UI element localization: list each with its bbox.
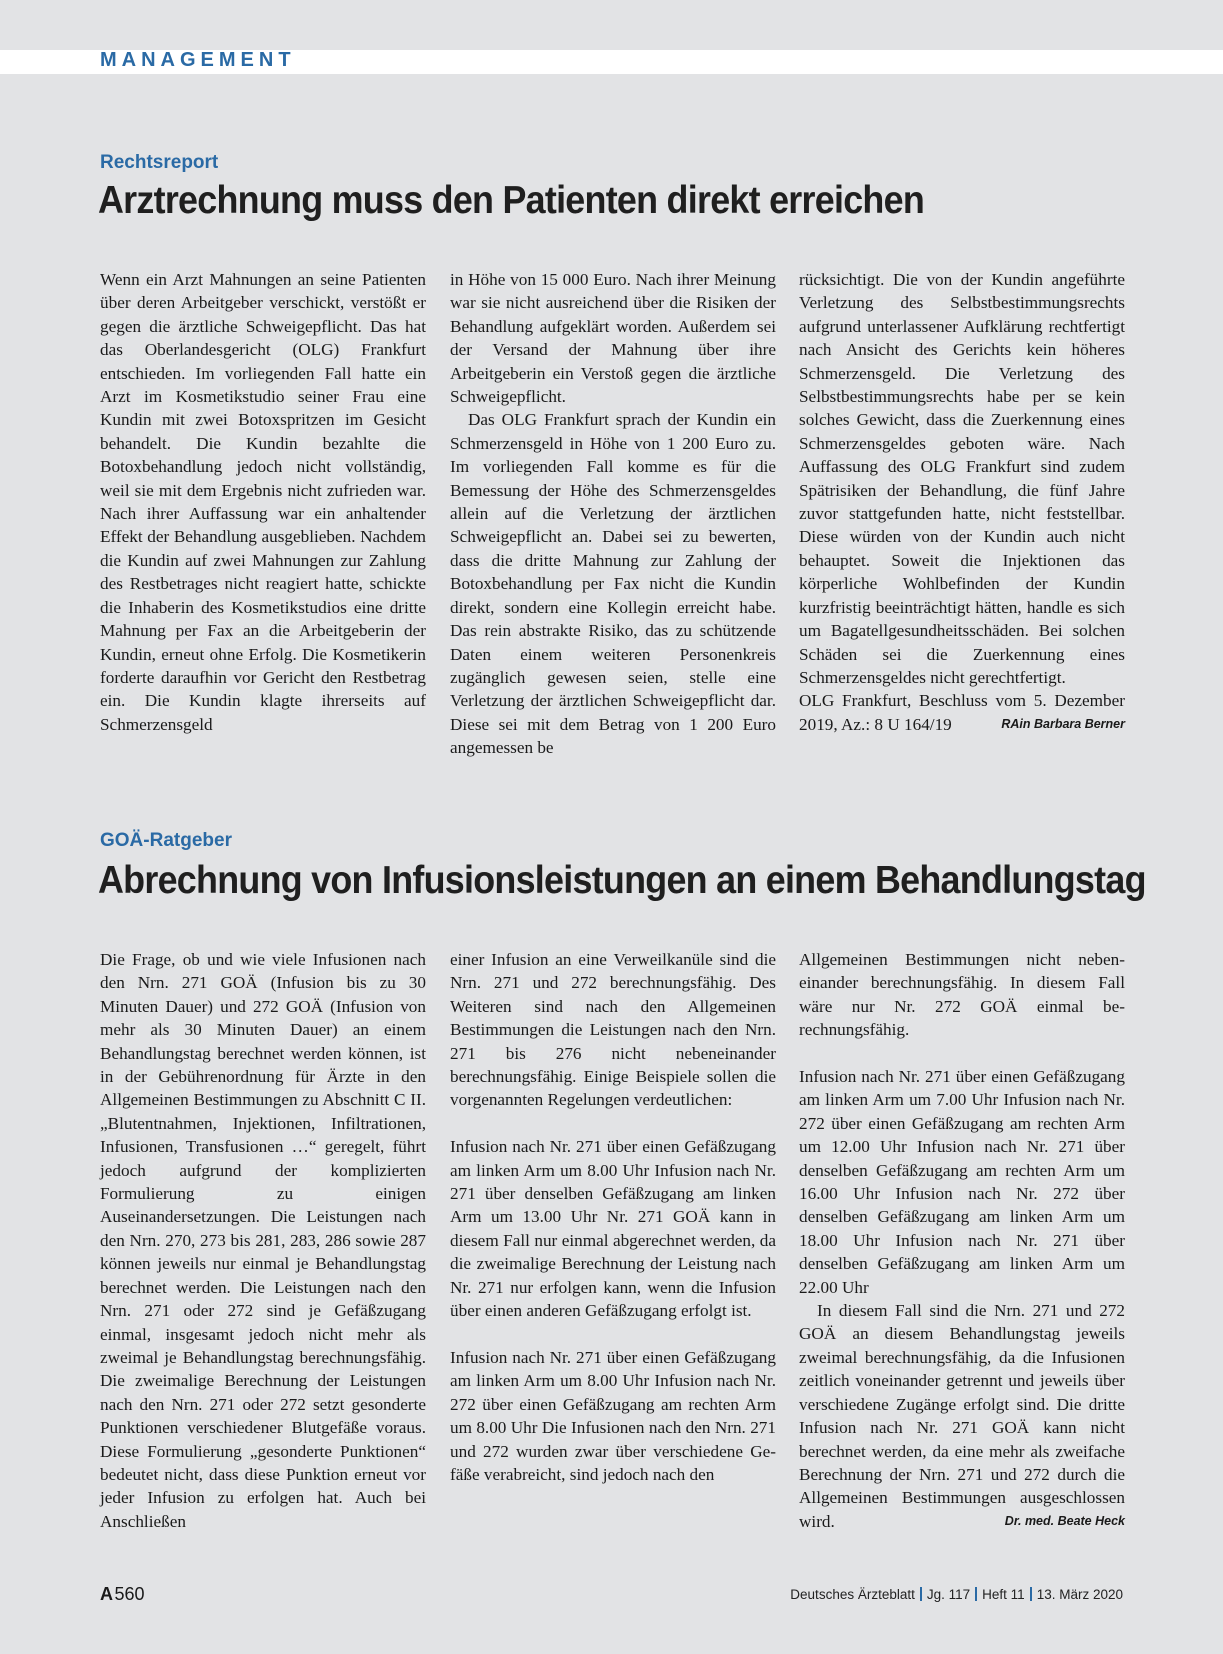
journal-info: [790, 1587, 1123, 1602]
section-label: MANAGEMENT: [100, 49, 296, 71]
page-prefix: A: [100, 1584, 113, 1604]
journal-issue: Heft 11: [982, 1587, 1025, 1602]
article2-conclusion-text: In diesem Fall sind die Nrn. 271 und 272 GOÄ an diesem Behandlungstag jeweils zweimal berechnungsfähig, da die Infusionen zeitlich voneinander getrennt und jeweils über verschiedene Zugänge erfolgt sind. Die dritte Infusion nach Nr. 271 GOÄ kann nicht berechnet werden, da eine mehr als zweifache Berechnung der Nrn. 271 und 272 durch die Allgemeinen Bestimmungen ausgeschlossen wird.: [799, 1301, 1125, 1531]
top-margin: [0, 0, 1223, 50]
article1-column-3: [799, 268, 1125, 736]
article2-author: Dr. med. Beate Heck: [1004, 1513, 1125, 1528]
article1-author: RAin Barbara Berner: [1001, 716, 1125, 731]
article1-column-2: [450, 268, 776, 760]
article1-column-1: [100, 268, 426, 736]
article2-column-3: [799, 948, 1125, 1533]
article2-title: Abrechnung von Infusionsleistungen an einem Behandlungstag: [98, 859, 1146, 902]
article1-col3-para1: rücksichtigt. Die von der Kundin angeführte Verletzung des Selbstbestimmungsrechts aufgrund unterlassener Aufklärung rechtfertigt nach Ansicht des Gerichts kein höheres Schmerzensgeld. Die Verletzung des Selbstbestimmungsrechts habe per se kein solches Gewicht, dass die Zuerkennung eines Schmerzensgeldes geboten wäre. Nach Auffassung des OLG Frankfurt sind zudem Spätrisiken der Behandlung, die fünf Jahre zuvor stattgefunden hatte, nicht feststellbar. Diese würden von der Kundin auch nicht behauptet. Soweit die Injektionen das körperliche Wohlbefinden der Kundin kurzfristig beeinträchtigt hätten, handle es sich um Bagatellgesundheitsschäden. Bei solchen Schäden sei die Zuerkennung eines Schmerzensgeldes nicht gerechtfertigt.: [799, 270, 1125, 687]
journal-volume: Jg. 117: [926, 1587, 971, 1602]
article2-col3-conclusion: [799, 1299, 1125, 1533]
article2-col2-example2: Infusion nach Nr. 271 über einen Gefäßzugang am linken Arm um 8.00 Uhr Infusion nach Nr. 272 über einen Gefäßzugang am rechten Arm um 8.00 Uhr Die Infusionen nach den Nrn. 271 und 272 wurden zwar über verschiedene Gefäße verabreicht, sind jedoch nach den: [450, 1347, 776, 1484]
article1-col1-text: Wenn ein Arzt Mahnungen an seine Patienten über deren Arbeitgeber verschickt, verstößt er gegen die ärztliche Schweigepflicht. Das hat das Oberlandesgericht (OLG) Frankfurt entschieden. Im vorliegenden Fall hatte ein Arzt im Kosmetikstudio seiner Frau eine Kundin mit zwei Botoxspritzen im Gesicht behandelt. Die Kundin bezahlte die Botoxbehandlung jedoch nicht vollständig, weil sie mit dem Ergebnis nicht zufrieden war. Nach ihrer Auffassung war ein anhaltender Effekt der Behandlung ausgeblieben. Nachdem die Kundin auf zwei Mahnungen zur Zahlung des Restbetrages nicht reagiert hatte, schickte die Inhaberin des Kosmetikstudios eine dritte Mahnung per Fax an die Arbeitgeberin der Kundin, erneut ohne Erfolg. Die Kosmetikerin forderte daraufhin vor Gericht den Restbetrag ein. Die Kundin klagte ihrerseits auf Schmerzensgeld: [100, 270, 426, 734]
article2-column-1: [100, 948, 426, 1533]
article2-column-2: [450, 948, 776, 1486]
article1-col2-para1: in Höhe von 15 000 Euro. Nach ihrer Meinung war sie nicht ausreichend über die Risiken der Behandlung aufgeklärt worden. Außerdem sei der Versand der Mahnung über ihre Arbeitgeberin ein Verstoß gegen die ärztliche Schweigepflicht.: [450, 270, 776, 407]
separator: [1030, 1587, 1032, 1601]
journal-date: 13. März 2020: [1036, 1587, 1123, 1602]
article1-col3-citation: [799, 689, 1125, 736]
article1-citation: OLG Frankfurt, Beschluss vom 5. Dezember 2019, Az.: 8 U 164/19: [799, 691, 1125, 734]
article2-col3-example3: Infusion nach Nr. 271 über einen Gefäßzugang am linken Arm um 7.00 Uhr Infusion nach Nr. 272 über einen Gefäßzugang am rechten Arm um 12.00 Uhr Infusion nach Nr. 271 über denselben Gefäßzugang am rechten Arm um 16.00 Uhr Infusion nach Nr. 272 über denselben Gefäßzugang am linken Arm um 18.00 Uhr Infusion nach Nr. 271 über denselben Gefäßzugang am linken Arm um 22.00 Uhr: [799, 1067, 1125, 1297]
article2-col1-text: Die Frage, ob und wie viele Infusionen nach den Nrn. 271 GOÄ (Infusion bis zu 30 Minuten Dauer) und 272 GOÄ (Infusion von mehr als 30 Minuten Dauer) an einem Behandlungstag berechnet werden können, ist in der Gebührenordnung für Ärzte in den Allgemeinen Bestimmungen zu Abschnitt C II. „Blutentnahmen, Injektionen, Infiltrationen, Infusionen, Transfusionen …“ geregelt, führt jedoch aufgrund der komplizierten Formulierung zu einigen Auseinandersetzungen. Die Leistungen nach den Nrn. 270, 273 bis 281, 283, 286 sowie 287 können jeweils nur einmal je Behandlungstag berechnet werden. Die Leistungen nach den Nrn. 271 oder 272 sind je Gefäßzugang einmal, insgesamt jedoch nicht mehr als zweimal je Behandlungstag berechnungsfähig. Die zweimalige Berechnung der Leistungen nach den Nrn. 271 oder 272 setzt gesonderte Punktionen verschiedener Blutgefäße voraus. Diese Formulierung „gesonderte Punktionen“ bedeutet nicht, dass diese Punktion erneut vor jeder Infusion zu erfolgen hat. Auch bei Anschließen: [100, 950, 426, 1531]
article1-col2-para2: Das OLG Frankfurt sprach der Kundin ein Schmerzensgeld in Höhe von 1 200 Euro zu. Im vorliegenden Fall komme es für die Bemessung der Höhe des Schmerzensgeldes allein auf die Verletzung der ärztlichen Schweigepflicht an. Dabei sei zu bewerten, dass die dritte Mahnung zur Zahlung der Botoxbehandlung per Fax nicht die Kundin direkt, sondern eine Kollegin erreicht habe. Das rein abstrakte Risiko, das zu schützende Daten einem weiteren Personenkreis zugänglich gewesen seien, stelle eine Verletzung der ärztlichen Schweigepflicht dar. Diese sei mit dem Betrag von 1 200 Euro angemessen be: [450, 410, 776, 758]
article1-title: Arztrechnung muss den Patienten direkt erreichen: [98, 179, 925, 222]
article2-col2-para1: einer Infusion an eine Verweilkanüle sind die Nrn. 271 und 272 berechnungsfähig. Des Weiteren sind nach den Allgemeinen Bestimmungen die Leistungen nach den Nrn. 271 bis 276 nicht nebeneinander berechnungsfähig. Einige Beispiele sollen die vorgenannten Regelungen verdeutlichen:: [450, 950, 776, 1110]
article2-col3-para1: Allgemeinen Bestimmungen nicht nebeneinander berechnungsfähig. In diesem Fall wäre nur Nr. 272 GOÄ einmal berechnungsfähig.: [799, 950, 1125, 1040]
journal-name: Deutsches Ärzteblatt: [790, 1587, 915, 1602]
page-number: [100, 1584, 145, 1605]
article2-kicker: GOÄ-Ratgeber: [100, 830, 232, 851]
article1-kicker: Rechtsreport: [100, 152, 219, 173]
page-number-value: 560: [114, 1584, 145, 1604]
separator: [920, 1587, 922, 1601]
article2-col2-example1: Infusion nach Nr. 271 über einen Gefäßzugang am linken Arm um 8.00 Uhr Infusion nach Nr. 271 über denselben Gefäßzugang am linken Arm um 13.00 Uhr Nr. 271 GOÄ kann in diesem Fall nur einmal abgerechnet werden, da die zweimalige Berechnung der Leistung nach Nr. 271 nur erfolgen kann, wenn die Infusion über einen anderen Gefäßzugang erfolgt ist.: [450, 1137, 776, 1321]
separator: [975, 1587, 977, 1601]
